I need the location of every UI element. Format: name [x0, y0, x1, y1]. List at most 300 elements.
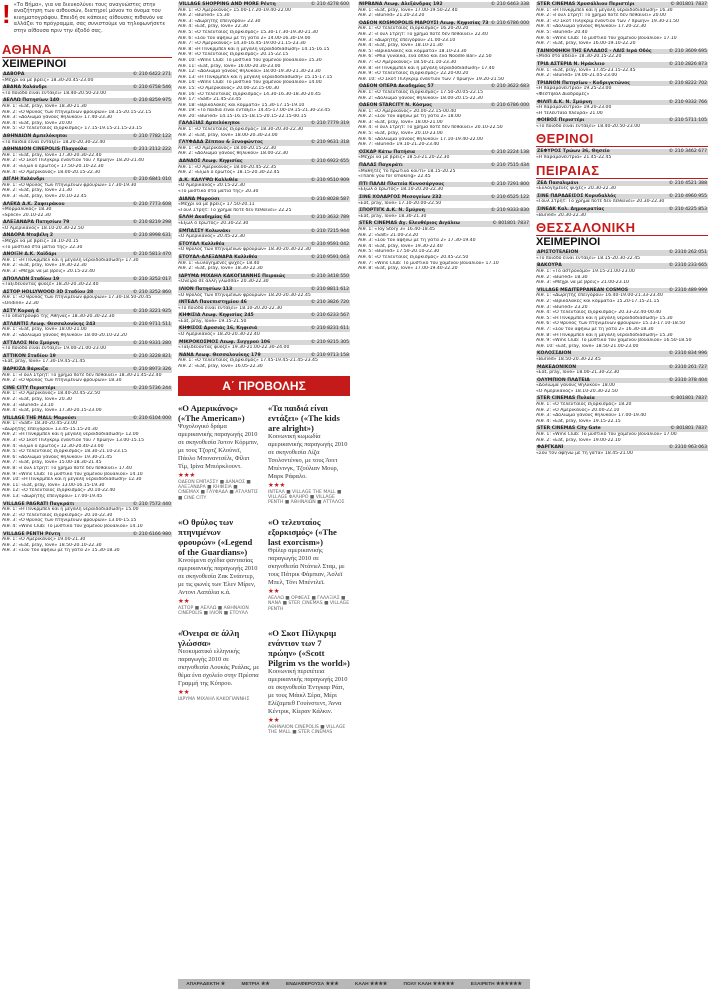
showtime-line: Αίθ. 2: «Ο θρύλος των πτηνιμένων φρουρών» 18.15-20.15-22.15 [2, 109, 152, 115]
showtime-line: «Eat, pray, love» 19.15-21.50 [178, 318, 247, 324]
showtime-line: Αίθ. 6: «Wins Club: Το μυστικό του χαμένου βουαλιού» 17.10 [536, 35, 677, 41]
cinema-phone: © 210 3632 789 [310, 215, 349, 221]
cinema-phone: © 210 6786 000 [490, 20, 529, 26]
cinema-list [536, 181, 708, 219]
cinema-name: ΒΑΚΟΥΡΑ [537, 263, 562, 269]
showtime-line: Αίθ. 10: «Wins Club: Το μυστικό του χαμένου βουαλιού» 15.30 [178, 57, 322, 63]
cinema-phone: © 801801 7837 [670, 2, 707, 7]
showtime-line: «Μίσα στο άδειο» 18.30-20.15-22.20 [536, 54, 622, 60]
showtime-line: Αίθ. 11: «Eat, pray, love» 13.00-16.15-19.30 [2, 482, 105, 488]
showtime-line: «Ο Αμερικάνος» 18.10-20.30-22.50 [536, 388, 618, 394]
cinema-name: ΑΣΤΟΡ HOLLYWOOD 3D Σταδίου 28 [3, 289, 94, 295]
showtime-line: Αίθ. 7: «Buried» 19.10-21.20-23.40 [358, 142, 440, 148]
cinema-phone: © 2310 262 051 [668, 250, 707, 256]
cinema-name: ΚΗΦΙΣΟΣ Δροσιάς 16, Κηφισιά [179, 326, 258, 332]
showtime-line: Αίθ. 3: «Eat, pray, love» 20.10-22.45 [2, 193, 87, 199]
cinema-phone: © 2310 834 996 [668, 351, 707, 357]
showtime-line: Αίθ. 6: «Ο θρύλος των πτηνιμένων φρουρών» 15.13-17.10-18.50 [536, 321, 686, 327]
cinema-phone: © 210 9332 766 [668, 99, 707, 105]
cinema-name: ΓΑΛΑΞΙΑΣ Αμπελόκηποι [179, 121, 240, 127]
review-item [268, 400, 350, 506]
showtime-line: Αίθ. 1: «Eat, pray, love» 17.00-19.50-22.40 [358, 7, 458, 13]
cinema-phone: © 210 9711 511 [132, 321, 171, 327]
review-venues: ΑΕΛΛΩ ■ ΟΡΦΕΑΣ ■ ΓΑΛΑΞΙΑΣ ■ NANA ■ STER CINEMAS ■ VILLAGE ΡΕΝΤΗ [268, 595, 350, 612]
cinema-name: ΖΕΑ Πασαλιμάνι [537, 180, 579, 186]
cinema-phone: © 210 7782 122 [132, 133, 171, 139]
city-heading-athens: ΑΘΗΝΑ [2, 42, 172, 58]
cinema-phone: © 210 6104 000 [132, 415, 171, 421]
showtime-line: Αίθ. 1: «Ο Αμερικάνος» 18.00-20.15-22.30 [178, 145, 277, 151]
cinema-phone: © 210 6233 567 [310, 313, 349, 319]
cinema-header [178, 2, 350, 8]
showtime-line: Αίθ. 5: «Ο τελευταίος εξορκισμός» 18.30-21.10-23.15 [2, 449, 128, 455]
showtime-line: Αίθ. 4: «Γουλ Στρητ: Το χρήμα ποτέ δεν πεθαίνει» 20.10-22.50 [358, 125, 503, 131]
cinema-list [358, 2, 530, 272]
showtime-line: Αίθ. 18: «Βρικόλακες και κόμματα» 15.30-17.15-19.10 [178, 102, 305, 108]
showtime-line: Αίθ. 2: «Εξωλ ο έρωτος» 18.15-20.30-22.45 [178, 170, 280, 176]
cinema-name: ΜΑΚΕΔΟΝΙΚΟΝ [537, 364, 577, 370]
cinema-name: ΑΣΤΥ Κοραή 4 [3, 308, 39, 314]
cinema-phone: © 210 6166 980 [132, 531, 171, 537]
showtime-line: Αίθ. 1: «Eat, pray, love» 17.45-23.15-22.45 [536, 67, 636, 73]
showtime-line: Αίθ. 2: «Eat, pray, love» 18.30-22.30 [178, 266, 263, 272]
cinema-phone: © 801801 7837 [670, 426, 707, 432]
cinema-name: ΑΤΛΑΝΤΙΣ Λεωφ. Θεσσαλονίκης 243 [3, 321, 96, 327]
cinema-list [536, 250, 708, 456]
cinema-phone: © 2310 378 404 [668, 377, 707, 383]
cinema-name: ΕΤΟΥΑΛ-ΑΛΕΞΑΝΔΡΑ Καλλιθέα [179, 254, 258, 260]
showtime-line: «Ο θρύλος των πτηνιμένων φρουρών» 18.30-20.30-22.30 [178, 247, 311, 253]
cinema-name: ΕΤΟΥΑΛ Καλλιθέα [179, 241, 225, 247]
review-body: Νεοκυματικό ελληνικής παραγωγής 2010 σε σκηνοθεσία Λουκάς Ρεάλας, με θέμα ένα σχολείο στην Πρέσπα Γραμμή της Κύπρου. [178, 647, 260, 687]
cinema-phone: © 210 8219 298 [132, 220, 171, 226]
showtime-line: Αίθ. 1: «Ο Αμερικάνος» 18.00-20.45-22.35 [178, 164, 277, 170]
cinema-name: ΑΠΟΛΛΩΝ Σταδίου 19 [3, 276, 60, 282]
showtime-line: Αίθ. 3: «Δωρητής επειγόρου» 22.30 [178, 18, 261, 24]
column-4 [536, 0, 708, 989]
cinema-phone: © 2310 489 999 [668, 287, 707, 293]
cinema-phone: © 210 3609 695 [668, 48, 707, 54]
review-body: Ψυχολογικό δράμα αμερικανικής παραγωγής 2010 σε σκηνοθεσία Άντον Κόρμπιν, με τους Τζορτζ Κλούνεϊ, Πάολο Μποναντσέλι, Φίλιπ Τίμ, Ιρίνα Μπιόρκλουντ. [178, 422, 259, 470]
showtime-line: Αίθ. 2: «Eat, pray, love» 16.05-22.30 [178, 364, 263, 370]
rating-stars: ★★ [178, 596, 190, 605]
showtime-line: Αίθ. 1: «Eat, pray, love» 18.30-21.30 [2, 104, 87, 109]
showtime-line: Αίθ. 8: «Η Πίνκρμπελ και η μεγάλη νεραϊδοδιάσωση» 15.30 [536, 332, 673, 338]
showtime-line: «Buried» 20.30-22.30 [536, 212, 586, 218]
showtime-line: Αίθ. 2: «Eat, pray, love» 18.00-20.30-23.00 [178, 132, 278, 138]
cinema-name: ΑΒΑΝΑ Χαλάνδρι [3, 85, 47, 91]
cinema-name: VILLAGE SHOPPING AND MORE Ρέντη [179, 2, 276, 7]
season-heading: ΧΕΙΜΕΡΙΝΟΙ [2, 58, 67, 71]
cinema-name: STER CINEMAS Χρυσάλλιου Περιστέρι [537, 2, 635, 7]
rating-legend-item: ΜΕΤΡΙΑ ★★ [241, 981, 270, 987]
showtime-line: Αίθ. 2: «Ο Αμερικάνος» 20.00-22.10 [536, 407, 620, 413]
cinema-phone: © 211 2112 222 [132, 147, 171, 153]
showtime-line: Αίθ. 3: «Μέχρι να με βρεις» 21.00-23.10 [536, 280, 629, 286]
cinema-phone: © 210 9510 909 [310, 177, 349, 183]
showtime-line: «Το ποιόδό είναι εντάξει» 18.10-20.20-22.30 [178, 305, 283, 311]
cinema-name: ΦΟΙΒΟΣ Περιστέρι [537, 118, 585, 124]
cinema-list [536, 2, 708, 129]
showtime-line: Αίθ. 4: «Δολιώμα γάνους θηλυκού» 17.20-22.30 [536, 24, 647, 30]
cinema-name: ΖΕΦΥΡΟΣ Τρώων 36, Θησείο [537, 149, 610, 155]
cinema-phone: © 210 2224 138 [490, 149, 529, 155]
column-1 [2, 0, 172, 989]
showtime-line: Αίθ. 17: «Salt» 21.45-23.45 [178, 97, 242, 103]
cinema-phone: © 210 8259 975 [132, 98, 171, 104]
showtime-line: Αίθ. 2: «Η Πίνκρμπελ και η μεγάλη νεραϊδοδιάσωση» 12.00 [2, 432, 139, 438]
cinema-phone: © 210 4521 388 [668, 180, 707, 186]
review-venues: ΑΣΤΟΡ ■ ΑΕΛΛΩ ■ ΑΘΗΝΑΙΟΝ CINEPOLIS ■ ΙΛΙΟΝ ■ ΕΤΟΥΑΛ [178, 605, 249, 617]
cinema-phone: © 210 2826 873 [668, 61, 707, 67]
cinema-phone: © 801801 7837 [670, 396, 707, 402]
showtime-line: Αίθ. 1: «Ο Αμερικάνος» 15.00-17.20-19.40-22.00 [178, 7, 291, 13]
showtime-line: «Γουλ Στρητ: Το χρήμα ποτέ δεν πεθαίνει» 20.30-22.30 [536, 199, 665, 205]
showtime-line: Αίθ. 7: «Wins Club: Το μυστικό του χαμένου βουαλιού» 17.10 [358, 260, 499, 266]
cinema-phone: © 210 6758 546 [132, 85, 171, 91]
showtime-line: «Η τελευταία πλευρά» 21.00 [536, 110, 603, 116]
cinema-phone: © 210 5736 244 [132, 385, 171, 391]
cinema-list [536, 149, 708, 160]
showtime-line: Αίθ. 10: «Η Πίνκρμπελ και η μεγάλη νεραϊδοδιάσωση» 12.30 [2, 477, 142, 483]
cinema-name: STER CINEMAS City Gate [537, 426, 601, 432]
showtime-line: Αίθ. 6: «Σου τον αφήνω με τη γάτα 2» 14.00-16.30-19.00 [178, 35, 311, 41]
showtime-line: «Ταξιδεύοντας φύοζε» 18.20-20.30-22.40 [2, 282, 99, 288]
showtime-line: Αίθ. 1: «Ο τελευταίος εξορκισμός» 18.20 [536, 402, 632, 408]
showtime-line: Αίθ. 2: «Δολιώμα γάνους θηλυκού» 18.00-22.30 [178, 151, 289, 157]
cinema-phone: © 210 7773 608 [132, 201, 171, 207]
cinema-name: ΝΙΡΒΑΝΑ Λεωφ. Αλεξάνδρας 192 [359, 2, 443, 7]
cinema-name: ΟΔΕΟΝ STARCITY Ν. Κόσμος [359, 103, 433, 109]
cinema-name: ΒΑΡΚΙΖΑ Βάρκιζα [3, 366, 49, 372]
showtime-line: Αίθ. 1: «Δωρητής επειγόρου» 16.40-19.00-21.33-23.40 [536, 293, 663, 299]
cinema-name: ΓΛΥΦΑΔΑ Ζέππου & Ξενοφώντος [179, 140, 263, 146]
rating-legend-item: ΕΞΑΙΡΕΤΗ ★★★★★★ [470, 981, 522, 987]
cinema-phone: © 210 7215 944 [310, 228, 349, 234]
showtime-line: Αίθ. 3: «Εξωλ ο έρωτος» 17.50-20.10-22.30 [2, 163, 104, 169]
cinema-name: ΑΙΓΛΗ Χαλάνδρι [3, 177, 45, 183]
review-venues: ΟΔΕΟΝ ΕΜΠΑΣΣΥ ■ ΔΑΝΑΟΣ ■ ΑΛΕΞΑΝΔΡΑ ■ ΚΗΦΙΣΙΑ ■ CINEMAX ■ ΓΛΥΦΑΔΑ ■ ΑΤΛΑΝΤΙΣ ■ CINE CITY [178, 479, 258, 501]
showtime-line: «Γουλ Στρητ: Το χρήμα ποτέ δεν πεθαίνει» 22.25 [178, 207, 292, 213]
showtime-line: «Eat, pray, love» 17.30-19.45-21.45 [2, 359, 86, 365]
showtime-line: Αίθ. 2: «Γουλ Στρητ: Το χρήμα ποτέ δεν πεθαίνει» 22.40 [358, 31, 488, 37]
showtime-line: Αίθ. 3: «Δολιώμα γάνους θηλυκού» 17.00-19.40 [536, 413, 647, 419]
showtime-line: Αίθ. 4: «Eat, pray, love» 20.00 [2, 120, 72, 126]
cinema-name: NANA Λεωφ. Θεσσαλονίκης 179 [179, 352, 261, 358]
rating-legend-item: ΑΠΑΡΑΔΕΚΤΗ ★ [186, 981, 226, 987]
cinema-name: ΣΙΝΕ ΠΑΡΑΔΕΙΣΟΣ Κορυδαλλός [537, 193, 617, 199]
cinema-name: CINE CITY Περιστέρι [3, 385, 56, 391]
showtime-line: Αίθ. 9: «Ο τελευταίος εξορκισμός» 22.20-00.20 [358, 71, 469, 77]
rating-legend-item: ΠΟΛΥ ΚΑΛΗ ★★★★★ [403, 981, 455, 987]
review-title: «Ο Σκοτ Πίλγκριμ ενάντιον των 7 πρώην» («Scott Pilgrim vs the world») [268, 627, 350, 668]
cinema-phone: © 210 8973 326 [132, 366, 171, 372]
cinema-name: ΤΑΙΝΙΟΘΗΚΗ ΤΗΣ ΕΛΛΑΔΟΣ - ΛΑΙΣ Ιερά Οδός [537, 48, 652, 54]
showtime-line: Αίθ. 3: «Ο Σκοτ Πίλγκριμ ενάντιον των 7 πρώην» 19.30-21.50 [536, 18, 679, 24]
cinema-name: ΕΜΠΑΣΣΥ Κολωνάκι [179, 228, 231, 234]
cinema-phone: © 210 7779 319 [310, 121, 349, 127]
showtime-line: Αίθ. 6: «Ο τελευταίος εξορκισμός» 20.45-22.50 [358, 254, 469, 260]
cinema-phone: © 210 8998 631 [132, 233, 171, 239]
cinema-name: VILLAGE ΜΕΔΙΤΕΡΡΑΝΕΑΝ COSMOS [537, 287, 629, 293]
cinema-phone: © 210 9333 830 [490, 208, 529, 214]
review-title: «Ο τελευταίος εξορκισμός» («The last exorcism») [268, 516, 337, 547]
showtime-line: Αίθ. 4: «Eat, pray, love» 22.30 [178, 24, 248, 30]
cinema-name: ΚΟΛΟΣΣΑΙΟΝ [537, 351, 572, 357]
showtime-line: Αίθ. 7: «Ο Αμερικάνος» 18.50-21.10-23.30 [358, 59, 457, 65]
cinema-phone: © 210 5711 105 [668, 118, 707, 124]
review-body: Κινούμενα σχέδια φαντασίας αμερικανικής παραγωγής 2010 σε σκηνοθεσία Ζακ Σνάιντερ, με τις φωνές των Έλεν Μίρεν, Αντονι Λαπάλια κ.ά. [178, 556, 258, 596]
showtime-line: «Eat, pray, love» 18.00-21.30-22.30 [536, 370, 620, 376]
showtime-line: «Το ποιόδό είναι εντάξει» 18.40-20.50-23.00 [2, 90, 107, 96]
showtime-line: Αίθ. 4: «Ο τελευταίος εξορκισμός» 20.33-22.40-00.40 [536, 310, 662, 316]
showtime-line: Αίθ. 7: «Ο Αμερικάνος» 14.30-16.45-19.00-21.15-23.30 [178, 41, 306, 47]
showtime-line: Αίθ. 8: «Γουλ Στρητ: Το χρήμα ποτέ δεν πεθαίνει» 17.40 [2, 466, 132, 472]
showtime-line: Αίθ. 1: «Η Πίνκρμπελ και η μεγάλη νεραϊδοδιάσωση» 15.00 [2, 507, 139, 513]
showtime-line: Αίθ. 8: «Η Πίνκρμπελ και η μεγάλη νεραϊδοδιάσωση» 14.15-16.15 [178, 46, 330, 52]
cinema-name: ΤΡΙΑΝΟΝ Πατησίων - Κοδριγκτώνος [537, 80, 631, 86]
showtime-line: «Δωρητής επειγόρου» 13.45-15.15-20.30 [2, 426, 98, 432]
cinema-list [178, 2, 350, 370]
cinema-name: STER CINEMAS Πυλαία [537, 396, 595, 402]
cinema-phone: © 210 9713 158 [310, 352, 349, 358]
showtime-line: Αίθ. 9: «Wins Club: Το μυστικό του χαμένου βουαλιού» 16.50-18.50 [536, 338, 692, 344]
showtime-line: «Ο Αμερικάνος» 20.45-22.30 [178, 234, 245, 240]
cinema-name: ΟΣΚΑΡ Κάτω Πατήσια [359, 149, 416, 155]
showtime-line: Αίθ. 5: «Η Πίνκρμπελ και η μεγάλη νεραϊδοδιάσωση» 15.30 [536, 315, 673, 321]
cinema-name: ΔΑΝΑΟΣ Λεωφ. Κηφισίας [179, 159, 243, 165]
showtime-line: Αίθ. 2: «Βρικόλακες και κόμματα» 15.20-17.15-21.15 [536, 298, 660, 304]
cinema-name: ΑΕΛΛΩ Πατησίων 140 [3, 98, 60, 104]
showtime-line: Αίθ. 4: «Eat, pray, love» 19.30-22.40 [358, 243, 443, 249]
showtime-line: «Μέχρι να με βρεις» 18.10-20.15 [2, 239, 79, 245]
cinema-phone: © 210 3221 925 [132, 308, 171, 314]
showtime-line: Αίθ. 2: «Σου τον αφήνω με τη γάτα 2» 18.00 [358, 114, 461, 120]
showtime-line: Αίθ. 2: «Buried» 18.30 [536, 274, 588, 280]
showtime-line: «Μέχρι να με βρεις» 17.50-20.11 [178, 202, 255, 208]
showtime-line: Αίθ. 1: «Ο θρύλος των πτηνιμένων φρουρών» 17.30-18.50-20.45 [2, 295, 152, 301]
cinema-name: ΜΙΚΡΟΚΟΣΜΟΣ Λεωφ. Συγγρού 106 [179, 339, 271, 345]
showtime-line: Αίθ. 7: «Eat, pray, love» 15.00-18.30-21.45 [2, 460, 102, 466]
review-body: Θρίλερ αμερικανικής παραγωγής 2010 σε σκηνοθεσία Ντάνιελ Σταμ, με τους Πάτρικ Φάμπιαν, Άσλεϊ Μπελ, Τόνι Μπέντλεϊ. [268, 546, 345, 586]
showtime-line: Αίθ. 1: «Ευλογημένες ψυχές» 18.40 [178, 260, 260, 266]
review-body: Κοινωνική περιπέτεια αμερικανικής παραγωγής 2010 σε σκηνοθεσία Έντγκαρ Ράιτ, με τους Μάικλ Σέρα, Μέρι Ελίζαμπεθ Γουίνστεντ, Άννα Κέντρικ, Κίεραν Κάλκιν. [268, 667, 348, 715]
city-heading-thessaloniki: ΘΕΣΣΑΛΟΝΙΚΗ [536, 220, 708, 236]
cinema-name: STER CINEMAS Αγ. Ελευθέριος Αιγάλεω [359, 221, 460, 227]
showtime-line: Αίθ. 3: «Σου τον αφήνω με τη γάτα 2» 17.30-19.40 [358, 238, 476, 244]
cinema-name: ΚΗΦΙΣΙΑ Λεωφ. Κηφισίας 245 [179, 313, 254, 319]
showtime-line: «Φεστιβάλ Διαδρομές» [536, 91, 590, 97]
cinema-name: ΦΙΛΙΠ Δ.Κ. Ν. Σμύρνη [537, 99, 593, 105]
showtime-line: «Το ποιόδό είναι εντάξει» 18.15-20.30-22.45 [536, 255, 641, 261]
showtime-line: Αίθ. 6: «Δολιώμα γάνους θηλυκού» 19.30-21.45 [2, 454, 113, 460]
rating-stars: ★★ [268, 586, 280, 595]
showtime-line: Αίθ. 16: «Ο τελευταίος εξορκισμός» 14.30-16.30-18.30-20.45 [178, 91, 321, 97]
showtime-line: Αίθ. 1: «Η Πίνκρμπελ και η μεγάλη νεραϊδοδιάσωση» 17.30 [2, 257, 139, 263]
showtime-line: «Eat, pray, love» 18.30-21.30 [358, 213, 427, 219]
season-heading-thessaloniki: ΧΕΙΜΕΡΙΝΟΙ [536, 236, 601, 249]
cinema-phone: © 210 3252 017 [132, 276, 171, 282]
cinema-phone: © 210 3252 860 [132, 289, 171, 295]
cinema-name: VILLAGE ΡΕΝΤΗ Ρέντη [3, 531, 61, 537]
cinema-name: VILLAGE THE MALL Μαρούσι [3, 415, 77, 421]
showtime-line: Αίθ. 2: «Eat, pray, love» 19.00-22.10 [536, 437, 621, 443]
showtime-line: Αίθ. 2: «Buried» 19.00-21.05-23.00 [536, 73, 618, 79]
cinema-phone: © 210 7515 434 [490, 163, 529, 169]
cinema-phone: © 210 8028 587 [310, 196, 349, 202]
review-item [178, 400, 260, 506]
premieres-heading: Α΄ ΠΡΟΒΟΛΗΣ [178, 376, 350, 396]
cinema-name: ΑΛΕΚΑ Δ.Κ. Ζαφειράκου [3, 201, 65, 207]
review-item [268, 514, 350, 617]
showtime-line: Αίθ. 1: «Το αστρονόμο» 19.15-21.00-23.00 [536, 269, 635, 274]
cinema-name: ΟΔΕΟΝ KOSMOPOLIS ΜΑΡΟΥΣΙ Λεωφ. Κηφισίας 73 [359, 20, 489, 26]
showtime-line: Αίθ. 2: «Ο τελευταίος εξορκισμός» 20.10-22.30 [2, 512, 113, 518]
review-item [268, 625, 350, 736]
cinema-name: ΦΑΡΓΚΑΝΙ [537, 445, 564, 451]
showtime-line: Αίθ. 10: «Eat, pray, love» 18.50-21.00-23.00 [536, 343, 639, 349]
showtime-line: «Η παραμονεύτρια» 19.20-23.00 [536, 105, 612, 111]
showtime-line: Αίθ. 1: «Ο Αμερικάνος» 20.00-22.15-00.40 [358, 108, 457, 114]
showtime-line: «Thank you for smoking» 22.45 [358, 174, 431, 180]
showtime-line: Αίθ. 4: «Wins Club: Το μυστικό του χαμένου βουαλιού» 14.10 [2, 523, 143, 529]
showtime-line: Αίθ. 4: «Εξωλ ο έρωτος» 12.30-20.40-23.00 [2, 443, 104, 449]
showtime-line: «Δολιώμα γάνους θηλυκού» 18.00 [536, 383, 615, 389]
cinema-name: ΤΡΙΑ ΑΣΤΕΡΙΑ Ν. Ηράκλειο [537, 61, 605, 67]
showtime-line: Αίθ. 6: «Μια γυναίκα, ένα όπλο και ένα Noodle Bar» 22.50 [358, 54, 492, 60]
showtime-line: «Buried» 18.50-20.30-22.45 [536, 356, 601, 362]
showtime-line: Αίθ. 20: «Buried» 14.15-16.15-18.15-20.15-22.15-00.15 [178, 113, 307, 119]
showtime-line: Αίθ. 6: «Δολιώμα γάνους θηλυκού» 17.10-19.40-22.00 [358, 136, 483, 142]
showtime-line: Αίθ. 5: «Buried» 17.50-20.10-22.30 [358, 249, 440, 255]
cinema-phone: © 210 9591 042 [310, 241, 349, 247]
rating-legend-item: ΚΑΛΗ ★★★★ [354, 981, 388, 987]
cinema-name: ΠΤΙ ΠΑΛΑΙ Πλατεία Κυνοσάργους [359, 181, 445, 187]
showtime-line: Αίθ. 3: «Μέχρι να με βρεις» 20.15-22.40 [2, 269, 95, 275]
showtime-line: Αίθ. 5: «Βρικόλακες και κόμματα» 18.10-23.30 [358, 48, 467, 54]
cinema-name: ΑΘΗΝΑΙΩΝ Αμπελόκηποι [3, 133, 68, 139]
rating-stars: ★★★ [178, 470, 196, 479]
review-venues: ΙΝΤΕΑΛ ■ VILLAGE THE MALL ■ VILLAGE ΦΑΛΗΡΟ ■ VILLAGE ΡΕΝΤΗ ■ ΑΘΗΝΑΙΩΝ ■ ΑΤΤΑΛΟΣ [268, 489, 345, 506]
showtime-line: «Ο Αμερικάνος» 18.20-20.30-22.40 [178, 332, 260, 338]
cinema-phone: © 210 9591 043 [310, 254, 349, 260]
showtime-line: «Το μυστικό στα μάτια της» 20.30 [178, 189, 259, 194]
cinema-name: ΕΛΛΗ Ακαδημίας 64 [179, 215, 231, 221]
cinema-list [2, 72, 172, 554]
rating-legend [178, 979, 530, 989]
cinema-name: ΟΛΥΜΠΙΟΝ ΠΛΑΤΕΙΑ [537, 377, 590, 383]
showtime-line: «Το μυστικό στα μάτια της» 22.30 [2, 244, 83, 250]
cinema-phone: © 2310 261 727 [668, 364, 707, 370]
showtime-line: Αίθ. 1: «Salt» 18.30-20.45-23.00 [2, 421, 78, 427]
cinema-name: VILLAGE PAGRATI Παγκράτι [3, 501, 75, 507]
cinema-name: ΣΙΝΕ ΧΟΛΑΡΓΟΣ Μεσογείων 232 [359, 195, 442, 200]
cinema-phone: © 210 6463 338 [490, 2, 529, 7]
showtime-line: «Μέχρι να με βρεις» 18.30-20.45-23.00 [2, 77, 94, 83]
showtime-line: «Ταξιδεύοντας φύοζε» 19.30-21.00-22.30-24.00 [178, 345, 290, 351]
column-2 [178, 0, 350, 989]
cinema-name: ΑΘΗΝΑΙΟΝ CINEPOLIS Πλαγούλα [3, 147, 87, 153]
cinema-phone: © 210 6525 122 [490, 195, 529, 200]
showtime-line: Αίθ. 3: «Δολιώμα γάνους θηλυκού» 17.40-23.30 [2, 115, 113, 121]
cinema-phone: © 210 4960 955 [668, 193, 707, 199]
showtime-line: Αίθ. 2: «Ο θρύλος των πτηνιμένων φρουρών» 18.30 [2, 378, 122, 384]
showtime-line: «Εξωλ ο έρωτος» 20.30-22.30 [178, 220, 249, 226]
review-body: Κοινωνική κωμωδία αμερικανικής παραγωγής 2010 σε σκηνοθεσία Λίζα Τσολοντένκο, με τους Άνετ Μπένινγκ, Τζούλιαν Μουρ, Μαρκ Ράφαλο. [268, 432, 348, 480]
cinema-name: ΑΡΙΣΤΟΤΕΛΕΙΟΝ [537, 250, 579, 256]
cinema-phone: © 210 9331 280 [132, 340, 171, 346]
review-item [178, 625, 260, 736]
showtime-line: Αίθ. 4: «Eat, pray, love» 19.15-22.15 [536, 418, 621, 424]
showtime-line: Αίθ. 3: «Ο Σκοτ Πίλγκριμ ενάντιον του 7 πρώην» 13.00-15.15 [2, 438, 145, 444]
cinema-name: ΙΛΙΟΝ Πατησίων 113 [179, 286, 233, 292]
cinema-phone: © 210 3622 683 [490, 84, 529, 90]
cinema-name: ΠΑΛΑΣ Παγκράτι [359, 163, 403, 169]
showtime-line: «Ondine» 22.30 [2, 301, 39, 306]
showtime-line: «Η παραμονεύτρια» 19.25-23.00 [536, 86, 612, 92]
showtime-line: «Ευλογημένες ψυχές» 20.30-22.30 [536, 186, 616, 192]
cinema-phone: © 210 6841 010 [132, 177, 171, 183]
zone-heading: ΠΕΙΡΑΙΑΣ [536, 163, 708, 179]
zones [536, 131, 708, 218]
cinema-phone: © 210 8811 612 [310, 286, 349, 292]
cinema-phone: © 210 9215 305 [310, 339, 349, 345]
cinema-name: ΙΝΤΕΑΛ Πανεπιστημίου 46 [179, 300, 247, 306]
showtime-line: Αίθ. 2: «Eat, pray, love» 18.50-20.10-22.30 [2, 542, 102, 548]
showtime-line: Αίθ. 3: «Σου τον αφήνω με τη γάτα 2» 15.30-18.30 [2, 548, 120, 554]
showtime-line: «Splice» 20.10-22.30 [2, 212, 51, 218]
showtime-line: Αίθ. 8: «Η Πίνκρμπελ και η μεγάλη νεραϊδοδιάσωση» 17.40 [358, 65, 495, 71]
showtime-line: Αίθ. 2: «Γουλ Στρητ: Το χρήμα ποτέ δεν πεθαίνει» 20.00 [536, 13, 666, 19]
showtime-line: Αίθ. 1: «Ο τελευταίος εξορκισμός» 17.50-20.05-22.15 [358, 89, 484, 95]
showtime-line: «Σου τον αφήνω με τη γάτα» 18.45-21.00 [536, 450, 633, 456]
cinema-phone: © 210 9631 318 [310, 140, 349, 146]
cinema-phone: © 210 8231 611 [310, 326, 349, 332]
showtime-line: Αίθ. 1: «Wins Club: Το μυστικό του χαμένου βουαλιού» 17.00 [536, 432, 677, 438]
cinema-name: ΟΔΕΟΝ ΟΠΕΡΑ Ακαδημίας 57 [359, 84, 434, 90]
showtime-line: Αίθ. 7: «Eat, pray, love» 16.00-19.10-22.20 [536, 41, 636, 47]
cinema-phone: © 210 6922 655 [310, 159, 349, 165]
showtime-line: Αίθ. 4: «Eat, pray, love» 17.30-20.15-23.00 [2, 408, 102, 414]
cinema-header [536, 2, 708, 8]
showtime-line: «Εξωλ ο έρωτος» 18.10-20.20-22.30 [358, 187, 444, 193]
cinema-name: ΙΔΡΥΜΑ ΜΙΧΑΗΛ ΚΑΚΟΓΙΑΝΝΗΣ Πειραιώς [179, 273, 286, 279]
cinema-name: ΔΙΑΝΑ Μαρούσι [179, 196, 220, 202]
showtime-line: Αίθ. 1: «Eat, pray, love» 18.00-21.00 [2, 327, 87, 333]
showtime-line: Αίθ. 3: «Eat, pray, love» 18.00-21.00 [358, 119, 443, 125]
zone-heading: ΘΕΡΙΝΟΙ [536, 131, 708, 147]
cinema-name: ΑΤΤΙΚΟΝ Σταδίου 19 [3, 353, 56, 359]
cinema-phone: © 210 6422 271 [132, 72, 171, 78]
rating-legend-item: ΕΝΔΙΑΦΕΡΟΥΣΑ ★★★ [286, 981, 339, 987]
cinema-phone: © 801801 7837 [492, 221, 529, 227]
showtime-line: Αίθ. 2: «Eat, pray, love» 19.30-22.30 [2, 263, 87, 269]
showtime-line: Αίθ. 2: «Buried» 21.20-23.20 [358, 13, 425, 19]
cinema-name: ΔΑΒΟΡΑ [3, 72, 25, 78]
showtime-line: Αίθ. 5: «Ο τελευταίος εξορκισμός» 15.30-17.30-19.30-21.30 [178, 29, 318, 35]
showtime-line: Αίθ. 2: «Ο Σκοτ Πίλγκριμ ενάντιον του 7 πρώην» 18.20-21.40 [2, 158, 145, 164]
showtime-line: Αίθ. 19: «Το παιδιά είναι εντάξει» 14.45-17.00-19.15-21.30-23.45 [178, 108, 331, 114]
cinema-phone: © 210 8222 702 [668, 80, 707, 86]
showtime-line: «Το παιδιά είναι εντάξει» 18.20-20.30-22.40 [2, 139, 106, 145]
rating-stars: ★★ [268, 715, 280, 724]
cinema-phone: © 210 3228 821 [132, 353, 171, 359]
showtime-line: Αίθ. 8: «Eat, pray, love» 17.00-19.40-22.20 [358, 266, 458, 272]
review-venues: ΙΔΡΥΜΑ ΜΙΧΑΗΛ ΚΑΚΟΓΙΑΝΝΗΣ [178, 696, 250, 702]
showtime-line: Αίθ. 5: «Buried» 20.40 [536, 29, 588, 35]
showtime-line: Αίθ. 5: «Eat, pray, love» 20.10-23.00 [358, 131, 443, 137]
review-title: «Ο θρύλος των πτηνιμένων φρουρών» («Legend of the Guardians») [178, 516, 253, 557]
